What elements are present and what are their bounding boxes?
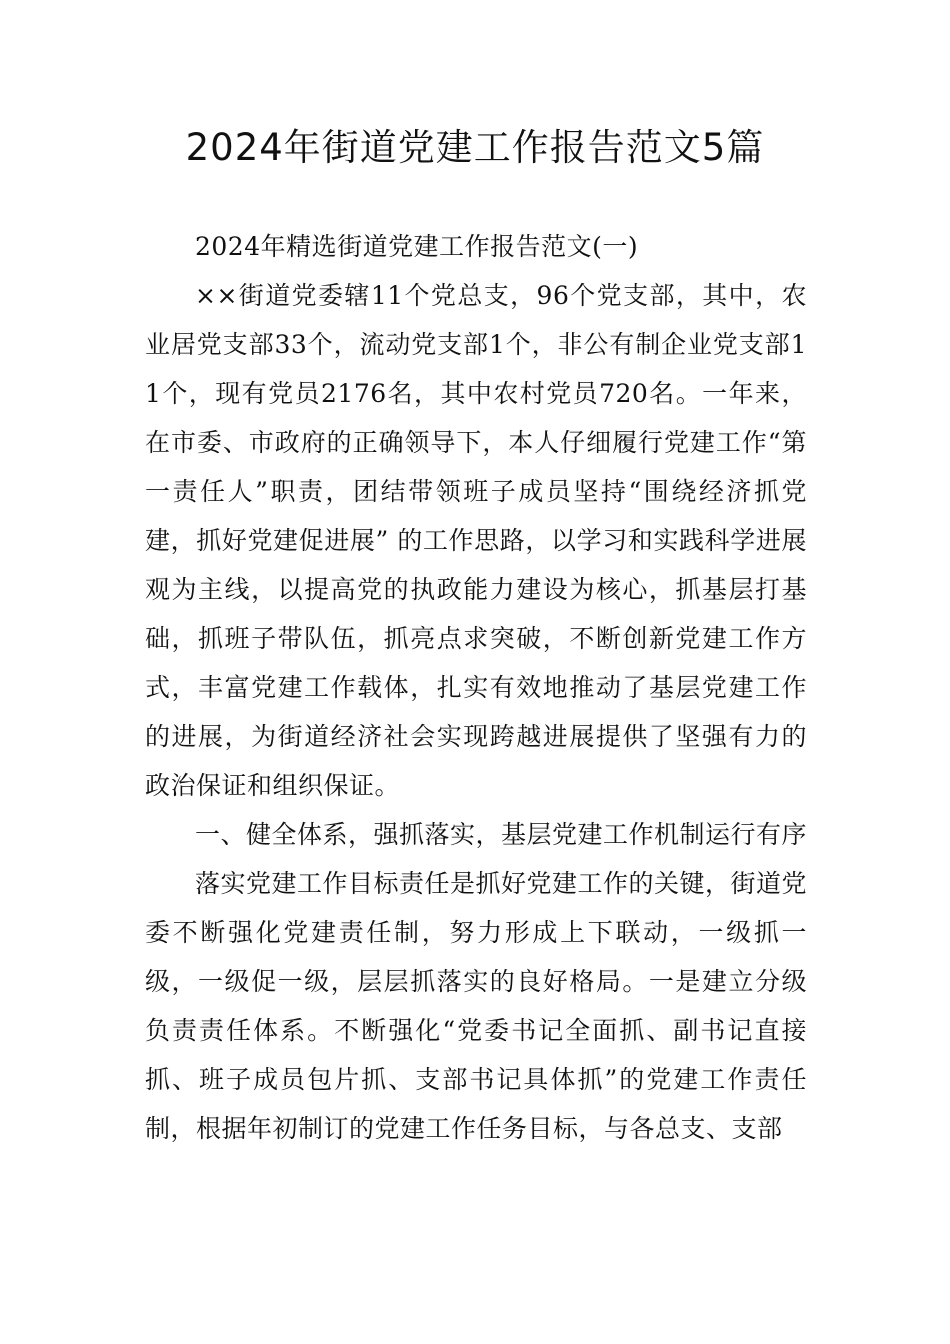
section-subtitle: 2024年精选街道党建工作报告范文(一) bbox=[195, 232, 639, 261]
paragraph-section-1: 落实党建工作目标责任是抓好党建工作的关键，街道党委不断强化党建责任制，努力形成上下联动，一级抓一级，一级促一级，层层抓落实的良好格局。一是建立分级负责责任体系。不断强化“党委书记全面抓、副书记直接抓、班子成员包片抓、支部书记具体抓”的党建工作责任制，根据年初制订的党建工作任务目标，与各总支、支部 bbox=[145, 869, 808, 1143]
section-heading-1: 一、健全体系，强抓落实，基层党建工作机制运行有序 bbox=[195, 820, 808, 849]
document-body bbox=[145, 222, 807, 1153]
paragraph-intro: ××街道党委辖11个党总支，96个党支部，其中，农业居党支部33个，流动党支部1个，非公有制企业党支部11个，现有党员2176名，其中农村党员720名。一年来，在市委、市政府的正确领导下，本人仔细履行党建工作“第一责任人”职责，团结带领班子成员坚持“围绕经济抓党建，抓好党建促进展” 的工作思路，以学习和实践科学进展观为主线，以提高党的执政能力建设为核心，抓基层打基础，抓班子带队伍，抓亮点求突破，不断创新党建工作方式，丰富党建工作载体，扎实有效地推动了基层党建工作的进展，为街道经济社会实现跨越进展提供了坚强有力的政治保证和组织保证。 bbox=[145, 281, 807, 800]
document-title: 2024年街道党建工作报告范文5篇 bbox=[185, 126, 765, 169]
